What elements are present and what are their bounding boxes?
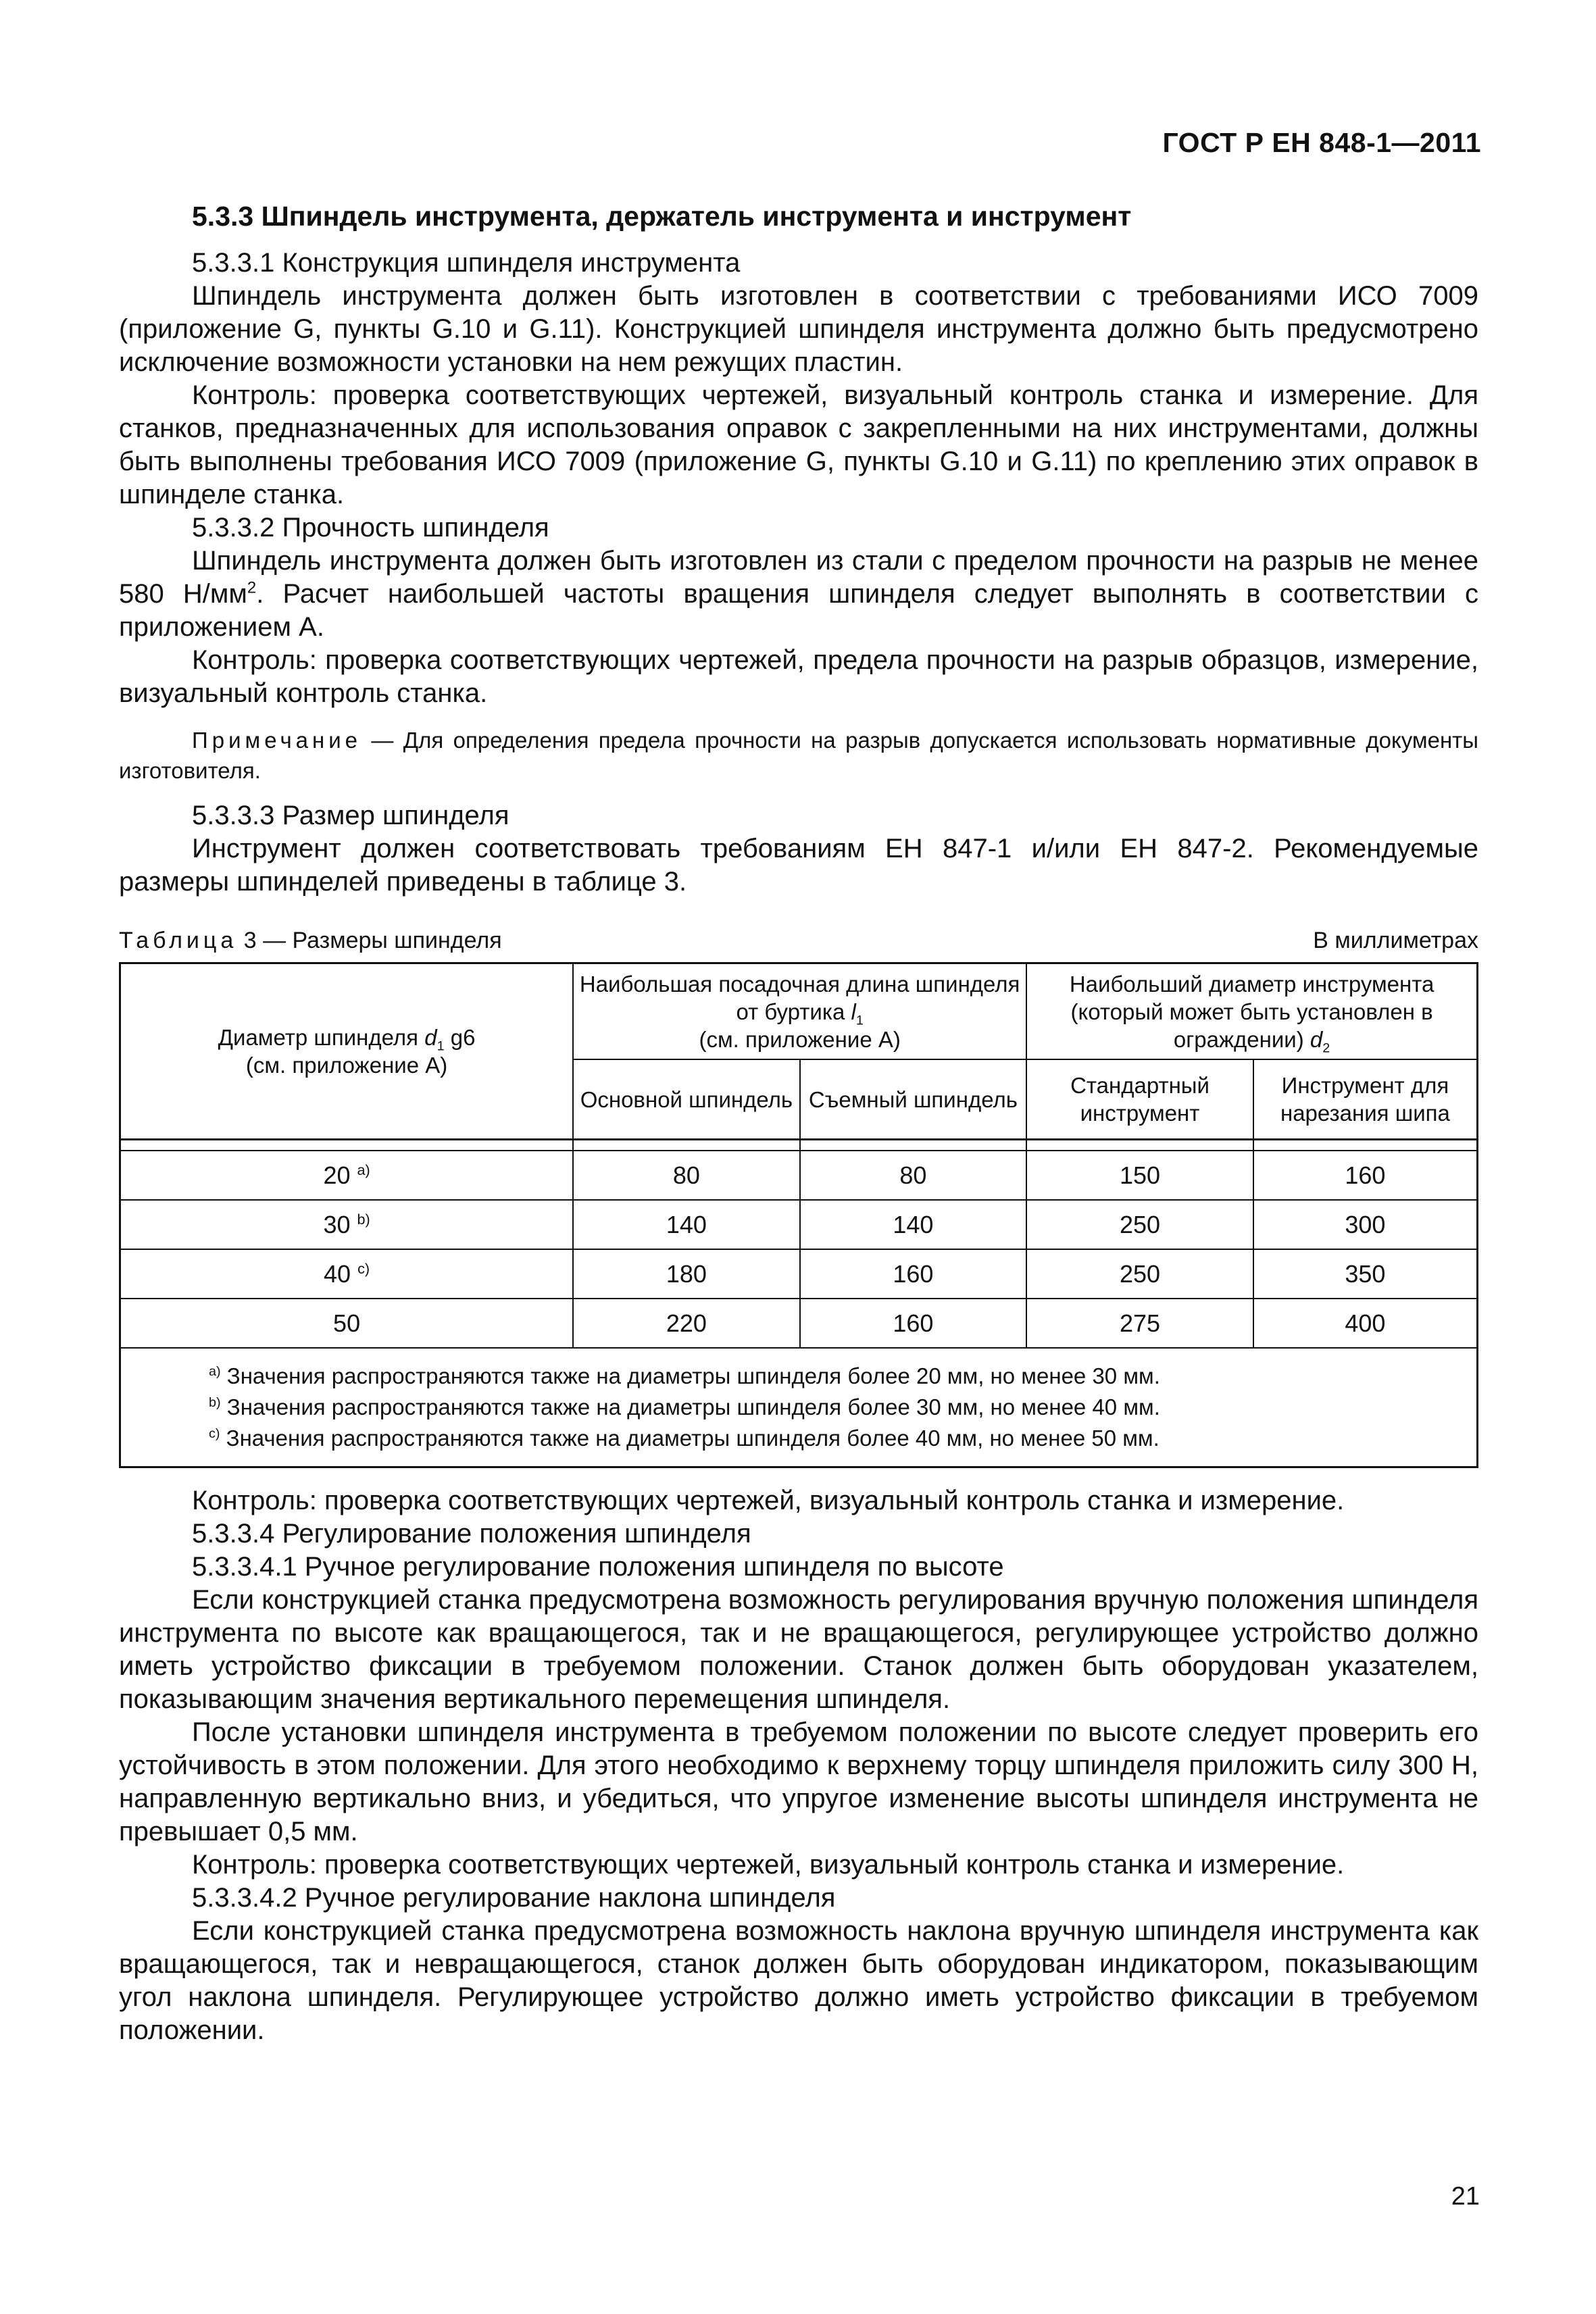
cell-diameter-value: 30: [323, 1211, 351, 1238]
cell-diameter-value: 50: [333, 1309, 361, 1337]
document-code-header: ГОСТ Р ЕН 848-1—2011: [1162, 127, 1481, 158]
table-row: [120, 1200, 1478, 1249]
symbol-l: l: [851, 999, 856, 1024]
col-header-diameter: [120, 963, 574, 1140]
footnote-text: Значения распространяются также на диаметры шпинделя более 40 мм, но менее 50 мм.: [220, 1426, 1159, 1451]
cell-diameter-value: 40: [324, 1260, 351, 1288]
symbol-d2: d: [1310, 1026, 1323, 1052]
subsection-title-53341: 5.3.3.4.1 Ручное регулирование положения шпинделя по высоте: [192, 1552, 1004, 1582]
table-spacer-row: [120, 1140, 1478, 1151]
paragraph-53341-body: Если конструкцией станка предусмотрена возможность регулирования вручную положения шпинделя инструмента по высоте как вращающегося, так и не вращающегося, регулирующее устройство должно иметь устройство фиксации в требуемом положении. Станок должен быть оборудован указателем, показывающим значения вертикального перемещения шпинделя.: [119, 1585, 1478, 1714]
cell-diameter: [120, 1299, 574, 1348]
section-title: 5.3.3 Шпиндель инструмента, держатель инструмента и инструмент: [192, 201, 1132, 232]
spindle-dimensions-table: [119, 962, 1478, 1468]
symbol-d2-sub: 2: [1322, 1040, 1330, 1056]
symbol-sub-1: 1: [437, 1038, 445, 1054]
group-header-tool-diameter-text: Наибольший диаметр инструмента (который может быть установлен в ограждении): [1069, 971, 1435, 1052]
footnote: [209, 1392, 1476, 1423]
paragraph-5332-control: Контроль: проверка соответствующих чертежей, предела прочности на разрыв образцов, измерение, визуальный контроль станка.: [119, 645, 1478, 708]
table-row: [120, 1249, 1478, 1299]
col-header-diameter-text: Диаметр шпинделя: [218, 1025, 425, 1050]
cell-value: 220: [573, 1299, 800, 1348]
paragraph-5331-control: Контроль: проверка соответствующих чертежей, визуальный контроль станка и измерение. Для станков, предназначенных для использования оправок с закрепленными на них инструментами, должны быть выполнены требования ИСО 7009 (приложение G, пункты G.10 и G.11) по креплению этих оправок в шпинделе станка.: [119, 380, 1478, 509]
cell-value: 300: [1253, 1200, 1478, 1249]
footnote-text: Значения распространяются также на диаметры шпинделя более 30 мм, но менее 40 мм.: [220, 1394, 1160, 1419]
cell-diameter: [120, 1200, 574, 1249]
subsection-title-5332: 5.3.3.2 Прочность шпинделя: [192, 513, 549, 543]
footnote: [209, 1361, 1476, 1392]
sub-header-standard-tool: Стандартный инструмент: [1026, 1059, 1253, 1140]
cell-value: 140: [573, 1200, 800, 1249]
superscript-2: 2: [247, 578, 257, 597]
footnote: [209, 1423, 1476, 1454]
cell-value: 275: [1026, 1299, 1253, 1348]
sub-header-removable-spindle: Съемный шпиндель: [800, 1059, 1027, 1140]
cell-value: 160: [800, 1249, 1027, 1299]
subsection-title-53342: 5.3.3.4.2 Ручное регулирование наклона шпинделя: [192, 1883, 836, 1913]
symbol-l-sub: 1: [855, 1013, 864, 1028]
cell-diameter: [120, 1151, 574, 1200]
paragraph-53341-check: После установки шпинделя инструмента в требуемом положении по высоте следует проверить его устойчивость в этом положении. Для этого необходимо к верхнему торцу шпинделя приложить силу 300 Н, направленную вертикально вниз, и убедиться, что упругое изменение высоты шпинделя инструмента не превышает 0,5 мм.: [119, 1717, 1478, 1846]
cell-diameter-value: 20: [323, 1161, 351, 1189]
paragraph-5332-text-b: . Расчет наибольшей частоты вращения шпинделя следует выполнять в соответствии с приложением А.: [119, 579, 1478, 642]
subsection-title-5333: 5.3.3.3 Размер шпинделя: [192, 801, 509, 830]
note-label: Примечание: [192, 728, 362, 753]
cell-diameter: [120, 1249, 574, 1299]
paragraph-53342-body: Если конструкцией станка предусмотрена возможность наклона вручную шпинделя инструмента как вращающегося, так и невращающегося, станок должен быть оборудован индикатором, показывающим угол наклона шпинделя. Регулирующее устройство должно иметь устройство фиксации в требуемом положении.: [119, 1916, 1478, 2045]
cell-value: 140: [800, 1200, 1027, 1249]
col-header-diameter-ref: (см. приложение А): [245, 1053, 448, 1078]
paragraph-5331-body: Шпиндель инструмента должен быть изготовлен в соответствии с требованиями ИСО 7009 (приложение G, пункты G.10 и G.11). Конструкцией шпинделя инструмента должно быть предусмотрено исключение возможности установки на нем режущих пластин.: [119, 281, 1479, 377]
group-header-length-ref: (см. приложение А): [699, 1026, 901, 1052]
table-footnotes-row: [120, 1348, 1478, 1467]
table-caption-row: [119, 926, 1478, 955]
cell-footnote-mark: c): [357, 1260, 370, 1277]
footnote-text: Значения распространяются также на диаметры шпинделя более 20 мм, но менее 30 мм.: [220, 1363, 1160, 1388]
note-text: — Для определения предела прочности на разрыв допускается использовать нормативные документы изготовителя.: [119, 728, 1478, 783]
group-header-tool-diameter: [1026, 963, 1477, 1060]
paragraph-5333-body: Инструмент должен соответствовать требованиям ЕН 847-1 и/или ЕН 847-2. Рекомендуемые размеры шпинделей приведены в таблице 3.: [119, 834, 1478, 897]
cell-value: 400: [1253, 1299, 1478, 1348]
cell-value: 80: [800, 1151, 1027, 1200]
col-header-diameter-tolerance: g6: [444, 1025, 476, 1050]
paragraph-5332-body: [119, 545, 1478, 644]
table-caption-label: Таблица: [119, 928, 238, 953]
cell-footnote-mark: b): [357, 1211, 370, 1228]
subsection-title-5334: 5.3.3.4 Регулирование положения шпинделя: [192, 1519, 751, 1549]
sub-header-main-spindle: Основной шпиндель: [573, 1059, 800, 1140]
table-caption: [119, 926, 502, 955]
group-header-length: [573, 963, 1026, 1060]
paragraph-5332-text-a: Шпиндель инструмента должен быть изготовлен из стали с пределом прочности на разрыв не менее 580 Н/мм: [119, 546, 1478, 609]
cell-value: 80: [573, 1151, 800, 1200]
sub-header-tenon-tool: Инструмент для нарезания шипа: [1253, 1059, 1478, 1140]
group-header-length-text: Наибольшая посадочная длина шпинделя от буртика: [579, 971, 1020, 1024]
paragraph-control-after-table: Контроль: проверка соответствующих чертежей, визуальный контроль станка и измерение.: [192, 1486, 1345, 1515]
cell-value: 180: [573, 1249, 800, 1299]
cell-value: 350: [1253, 1249, 1478, 1299]
page-number: 21: [1451, 2182, 1480, 2211]
page-content: [119, 200, 1478, 2047]
table-footnotes: [120, 1348, 1478, 1467]
paragraph-53341-control: Контроль: проверка соответствующих чертежей, визуальный контроль станка и измерение.: [192, 1850, 1345, 1880]
footnote-mark: b): [209, 1395, 221, 1410]
table-row: [120, 1151, 1478, 1200]
subsection-title-5331: 5.3.3.1 Конструкция шпинделя инструмента: [192, 248, 741, 278]
footnote-mark: а): [209, 1364, 221, 1379]
cell-value: 250: [1026, 1249, 1253, 1299]
cell-value: 150: [1026, 1151, 1253, 1200]
footnote-mark: c): [209, 1426, 220, 1441]
table-row: [120, 1299, 1478, 1348]
table-caption-text: 3 — Размеры шпинделя: [237, 928, 502, 953]
table-units: В миллиметрах: [1313, 928, 1478, 953]
cell-value: 160: [1253, 1151, 1478, 1200]
note: [119, 725, 1478, 786]
cell-footnote-mark: а): [357, 1161, 370, 1178]
symbol-d: d: [424, 1025, 437, 1050]
cell-value: 250: [1026, 1200, 1253, 1249]
cell-value: 160: [800, 1299, 1027, 1348]
